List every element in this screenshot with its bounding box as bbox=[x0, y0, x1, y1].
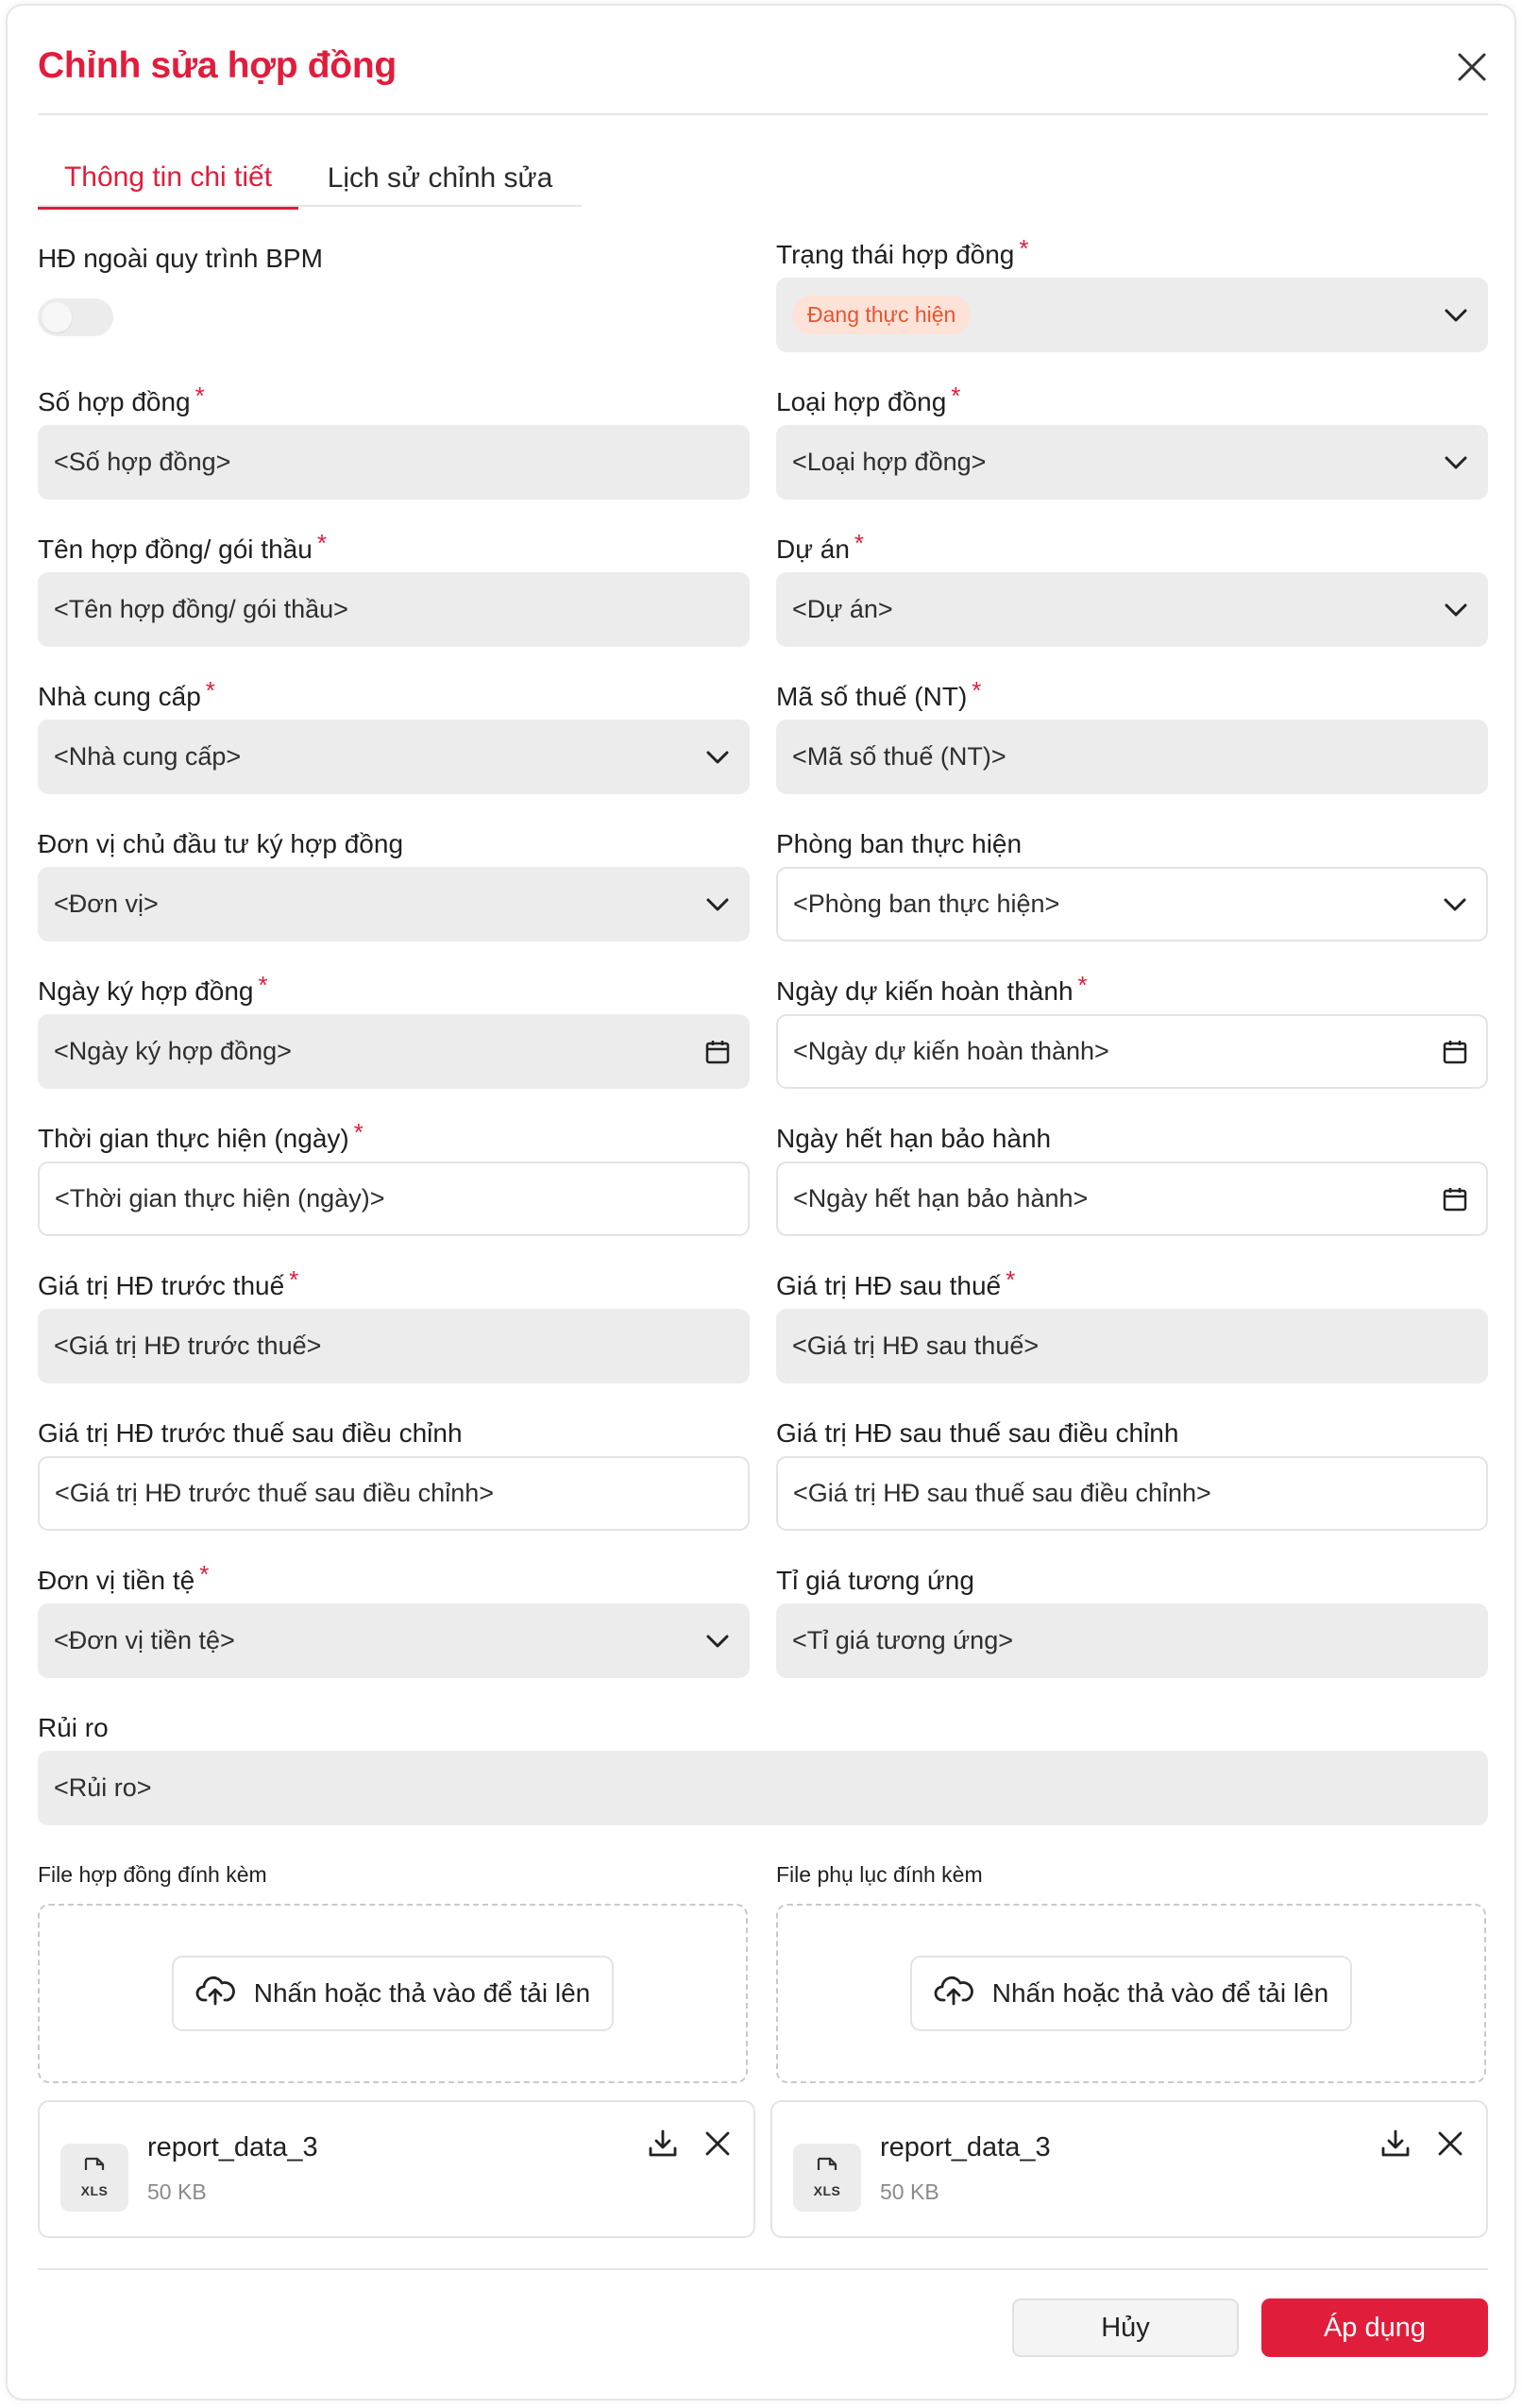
footer-divider bbox=[38, 2268, 1488, 2270]
investor-unit-select[interactable] bbox=[38, 867, 750, 941]
value-pre-tax-placeholder: <Giá trị HĐ trước thuế> bbox=[54, 1331, 322, 1360]
value-post-tax-placeholder: <Giá trị HĐ sau thuế> bbox=[792, 1331, 1040, 1360]
expected-date-picker[interactable] bbox=[776, 1014, 1488, 1089]
value-pre-tax-adj-placeholder: <Giá trị HĐ trước thuế sau điều chỉnh> bbox=[55, 1479, 494, 1507]
dialog-title: Chỉnh sửa hợp đồng bbox=[38, 45, 397, 86]
contract-name-label: Tên hợp đồng/ gói thầu * bbox=[38, 529, 327, 564]
chevron-down-icon bbox=[702, 889, 734, 921]
chevron-down-icon bbox=[1440, 299, 1472, 331]
risk-label: Rủi ro bbox=[38, 1713, 109, 1742]
cloud-upload-icon bbox=[195, 1975, 235, 2013]
xls-file-icon: XLS bbox=[793, 2144, 861, 2212]
contract-name-placeholder: <Tên hợp đồng/ gói thầu> bbox=[54, 595, 348, 623]
value-post-tax-input[interactable] bbox=[776, 1309, 1488, 1383]
investor-unit-label: Đơn vị chủ đầu tư ký hợp đồng bbox=[38, 829, 404, 858]
value-post-tax-adj-input[interactable] bbox=[776, 1456, 1488, 1531]
risk-input[interactable] bbox=[38, 1751, 1488, 1825]
tax-code-input[interactable] bbox=[776, 720, 1488, 794]
remove-file-icon[interactable] bbox=[1431, 2125, 1469, 2162]
project-placeholder: <Dự án> bbox=[792, 595, 893, 623]
department-label: Phòng ban thực hiện bbox=[776, 829, 1023, 858]
download-icon[interactable] bbox=[1377, 2125, 1414, 2162]
file-name: report_data_3 bbox=[880, 2132, 1051, 2162]
value-pre-tax-adj-input[interactable] bbox=[38, 1456, 750, 1531]
file-size: 50 KB bbox=[880, 2179, 939, 2204]
apply-button[interactable]: Áp dụng bbox=[1261, 2298, 1488, 2357]
calendar-icon[interactable] bbox=[1439, 1183, 1471, 1215]
xls-file-icon: XLS bbox=[60, 2144, 128, 2212]
chevron-down-icon bbox=[702, 741, 734, 773]
exchange-rate-input[interactable] bbox=[776, 1603, 1488, 1678]
appendix-file-label: File phụ lục đính kèm bbox=[776, 1862, 983, 1887]
contract-no-label: Số hợp đồng * bbox=[38, 382, 205, 416]
tax-code-placeholder: <Mã số thuế (NT)> bbox=[792, 742, 1006, 771]
department-placeholder: <Phòng ban thực hiện> bbox=[793, 890, 1060, 918]
remove-file-icon[interactable] bbox=[699, 2125, 736, 2162]
department-select[interactable] bbox=[776, 867, 1488, 941]
appendix-file-card bbox=[770, 2100, 1488, 2238]
supplier-label: Nhà cung cấp * bbox=[38, 676, 215, 711]
project-select[interactable] bbox=[776, 572, 1488, 647]
status-select[interactable] bbox=[776, 278, 1488, 352]
project-label: Dự án * bbox=[776, 529, 865, 564]
expected-date-placeholder: <Ngày dự kiến hoàn thành> bbox=[793, 1037, 1109, 1065]
contract-file-card bbox=[38, 2100, 755, 2238]
sign-date-label: Ngày ký hợp đồng * bbox=[38, 971, 268, 1006]
contract-upload-button[interactable] bbox=[172, 1956, 614, 2031]
duration-input[interactable] bbox=[38, 1162, 750, 1236]
tab-edit-history[interactable]: Lịch sử chỉnh sửa bbox=[327, 162, 553, 194]
edit-contract-dialog bbox=[6, 4, 1516, 2400]
header-divider bbox=[38, 113, 1488, 115]
value-post-tax-adj-label: Giá trị HĐ sau thuế sau điều chỉnh bbox=[776, 1418, 1179, 1448]
toggle-knob bbox=[42, 302, 72, 332]
sign-date-placeholder: <Ngày ký hợp đồng> bbox=[54, 1037, 292, 1065]
upload-label: Nhấn hoặc thả vào để tải lên bbox=[253, 1978, 591, 2008]
cancel-button[interactable]: Hủy bbox=[1012, 2298, 1239, 2357]
value-pre-tax-label: Giá trị HĐ trước thuế * bbox=[38, 1265, 299, 1300]
appendix-upload-button[interactable] bbox=[910, 1956, 1352, 2031]
tax-code-label: Mã số thuế (NT) * bbox=[776, 676, 982, 711]
warranty-date-placeholder: <Ngày hết hạn bảo hành> bbox=[793, 1184, 1089, 1212]
risk-placeholder: <Rủi ro> bbox=[54, 1773, 152, 1802]
bpm-label: HĐ ngoài quy trình BPM bbox=[38, 244, 323, 273]
status-badge: Đang thực hiện bbox=[792, 296, 971, 334]
upload-label: Nhấn hoặc thả vào để tải lên bbox=[991, 1978, 1329, 2008]
contract-dropzone[interactable] bbox=[38, 1904, 748, 2083]
warranty-date-label: Ngày hết hạn bảo hành bbox=[776, 1124, 1052, 1153]
contract-type-label: Loại hợp đồng * bbox=[776, 382, 961, 416]
appendix-dropzone[interactable] bbox=[776, 1904, 1486, 2083]
calendar-icon[interactable] bbox=[1439, 1036, 1471, 1068]
currency-label: Đơn vị tiền tệ * bbox=[38, 1560, 210, 1595]
currency-select[interactable] bbox=[38, 1603, 750, 1678]
calendar-icon[interactable] bbox=[702, 1036, 734, 1068]
exchange-rate-label: Tỉ giá tương ứng bbox=[776, 1566, 974, 1595]
contract-type-select[interactable] bbox=[776, 425, 1488, 500]
chevron-down-icon bbox=[1439, 889, 1471, 921]
exchange-rate-placeholder: <Tỉ giá tương ứng> bbox=[792, 1626, 1013, 1654]
chevron-down-icon bbox=[1440, 594, 1472, 626]
value-post-tax-label: Giá trị HĐ sau thuế * bbox=[776, 1265, 1016, 1300]
chevron-down-icon bbox=[1440, 447, 1472, 479]
bpm-toggle[interactable] bbox=[38, 298, 113, 336]
duration-label: Thời gian thực hiện (ngày) * bbox=[38, 1118, 364, 1153]
contract-no-input[interactable] bbox=[38, 425, 750, 500]
investor-unit-placeholder: <Đơn vị> bbox=[54, 890, 159, 918]
status-label: Trạng thái hợp đồng * bbox=[776, 234, 1029, 269]
duration-placeholder: <Thời gian thực hiện (ngày)> bbox=[55, 1184, 385, 1212]
chevron-down-icon bbox=[702, 1625, 734, 1657]
file-name: report_data_3 bbox=[147, 2132, 318, 2162]
supplier-placeholder: <Nhà cung cấp> bbox=[54, 742, 242, 771]
currency-placeholder: <Đơn vị tiền tệ> bbox=[54, 1626, 235, 1654]
file-size: 50 KB bbox=[147, 2179, 207, 2204]
value-pre-tax-input[interactable] bbox=[38, 1309, 750, 1383]
cloud-upload-icon bbox=[934, 1975, 973, 2013]
contract-no-placeholder: <Số hợp đồng> bbox=[54, 448, 231, 476]
value-post-tax-adj-placeholder: <Giá trị HĐ sau thuế sau điều chỉnh> bbox=[793, 1479, 1211, 1507]
download-icon[interactable] bbox=[644, 2125, 682, 2162]
tab-details[interactable]: Thông tin chi tiết bbox=[38, 147, 298, 210]
expected-date-label: Ngày dự kiến hoàn thành * bbox=[776, 971, 1088, 1006]
contract-type-placeholder: <Loại hợp đồng> bbox=[792, 448, 987, 476]
value-pre-tax-adj-label: Giá trị HĐ trước thuế sau điều chỉnh bbox=[38, 1418, 463, 1448]
sign-date-picker[interactable] bbox=[38, 1014, 750, 1089]
warranty-date-picker[interactable] bbox=[776, 1162, 1488, 1236]
supplier-select[interactable] bbox=[38, 720, 750, 794]
contract-file-label: File hợp đồng đính kèm bbox=[38, 1862, 267, 1887]
close-icon[interactable] bbox=[1454, 49, 1490, 85]
contract-name-input[interactable] bbox=[38, 572, 750, 647]
